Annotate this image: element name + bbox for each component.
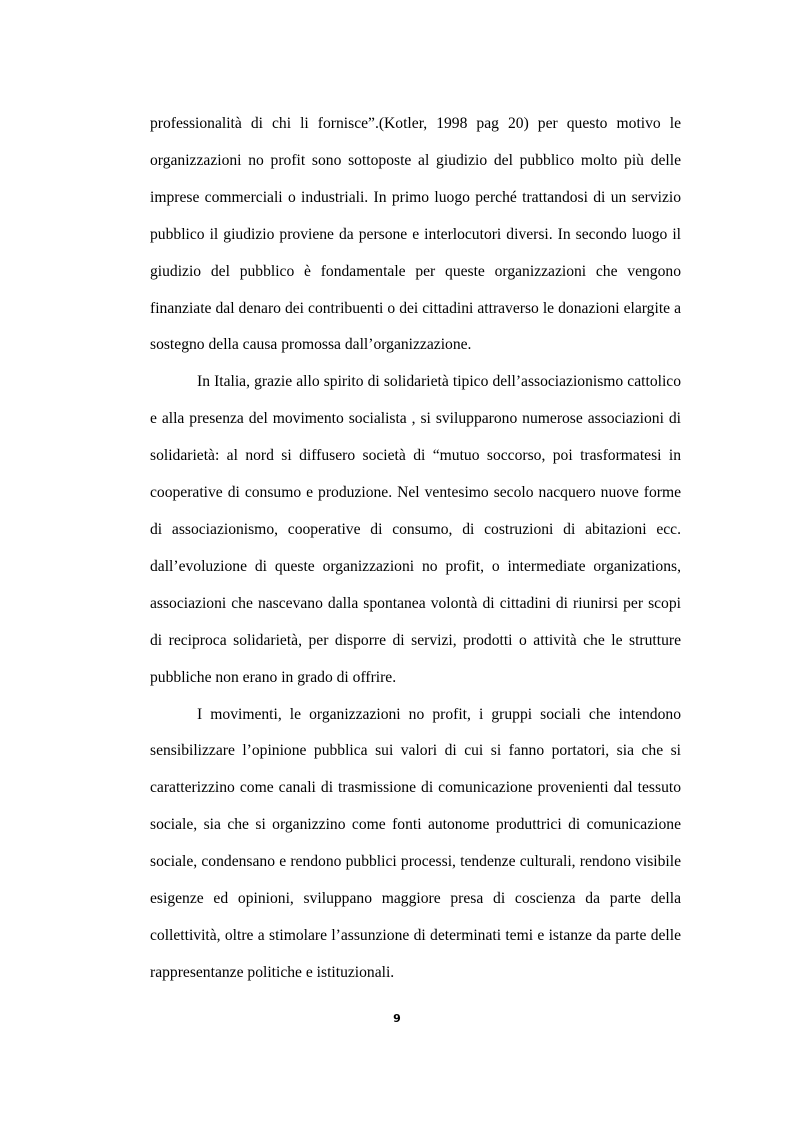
page-number: 9 [393, 1012, 401, 1025]
paragraph-italia: In Italia, grazie allo spirito di solidarietà tipico dell’associazionismo cattolico e alla presenza del movimento socialista , si svilupparono numerose associazioni di solidarietà: al nord si diffusero società di “mutuo soccorso, poi trasformatesi in cooperative di consumo e produzione. Nel ventesimo secolo nacquero nuove forme di associazionismo, cooperative di consumo, di costruzioni di abitazioni ecc. dall’evoluzione di queste organizzazioni no profit, o intermediate organizations, associazioni che nascevano dalla spontanea volontà di cittadini di riunirsi per scopi di reciproca solidarietà, per disporre di servizi, prodotti o attività che le strutture pubbliche non erano in grado di offrire. [150, 373, 681, 686]
paragraph-continuation: professionalità di chi li fornisce”.(Kotler, 1998 pag 20) per questo motivo le organizzazioni no profit sono sottoposte al giudizio del pubblico molto più delle imprese commerciali o industriali. In primo luogo perché trattandosi di un servizio pubblico il giudizio proviene da persone e interlocutori diversi. In secondo luogo il giudizio del pubblico è fondamentale per queste organizzazioni che vengono finanziate dal denaro dei contribuenti o dei cittadini attraverso le donazioni elargite a sostegno della causa promossa dall’organizzazione. [150, 115, 681, 354]
paragraph-movimenti: I movimenti, le organizzazioni no profit, i gruppi sociali che intendono sensibilizzare l’opinione pubblica sui valori di cui si fanno portatori, sia che si caratterizzino come canali di trasmissione di comunicazione provenienti dal tessuto sociale, sia che si organizzino come fonti autonome produttrici di comunicazione sociale, condensano e rendono pubblici processi, tendenze culturali, rendono visibile esigenze ed opinioni, sviluppano maggiore presa di coscienza da parte della collettività, oltre a stimolare l’assunzione di determinati temi e istanze da parte delle rappresentanze politiche e istituzionali. [150, 705, 681, 981]
body-text [150, 106, 681, 992]
